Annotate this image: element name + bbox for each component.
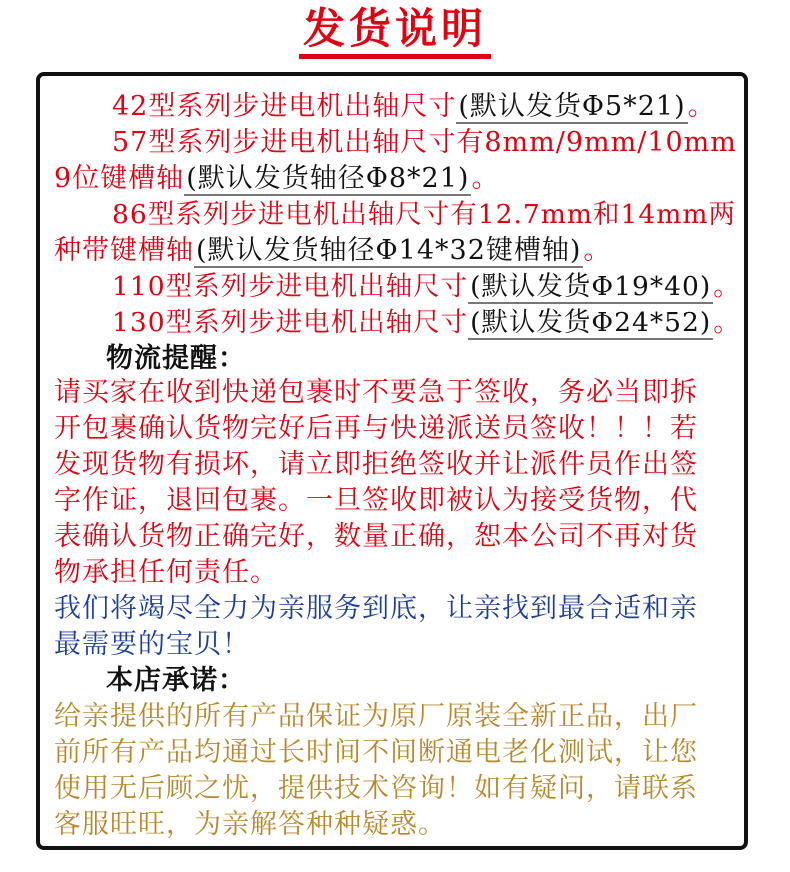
logistics-line: 字作证，退回包裹。一旦签收即被认为接受货物，代: [54, 485, 698, 516]
effort-line: 我们将竭尽全力为亲服务到底，让亲找到最合适和亲: [54, 593, 698, 624]
logistics-heading: 物流提醒：: [106, 343, 246, 374]
spec-lead: 130型系列步进电机出轴尺寸: [112, 307, 469, 338]
spec-lead: 86型系列步进电机出轴尺寸有12.7mm和14mm两: [112, 199, 736, 230]
promise-line: 客服旺旺，为亲解答种种疑惑。: [54, 809, 446, 840]
spec-lead: 110型系列步进电机出轴尺寸: [112, 271, 469, 302]
spec-tail: 。: [471, 163, 500, 194]
spec-default-note: (默认发货Φ19*40): [470, 271, 712, 302]
logistics-line: 物承担任何责任。: [54, 557, 278, 588]
promise-heading: 本店承诺：: [106, 665, 246, 696]
page-title-text: 发货说明: [299, 4, 491, 59]
spec-tail: 。: [687, 91, 716, 122]
logistics-line: 请买家在收到快递包裹时不要急于签收，务必当即拆: [54, 377, 698, 408]
spec-default-note: (默认发货Φ5*21): [458, 91, 686, 122]
spec-default-note: (默认发货轴径Φ8*21): [186, 163, 470, 194]
spec-default-note: (默认发货轴径Φ14*32键槽轴): [196, 235, 582, 266]
spec-tail: 。: [583, 235, 612, 266]
spec-lead: 57型系列步进电机出轴尺寸有8mm/9mm/10mm: [112, 127, 737, 158]
effort-line: 最需要的宝贝！: [54, 629, 250, 660]
logistics-line: 开包裹确认货物完好后再与快递派送员签收！！！若: [54, 413, 698, 444]
logistics-line: 发现货物有损坏，请立即拒绝签收并让派件员作出签: [54, 449, 698, 480]
promise-line: 使用无后顾之忧，提供技术咨询！如有疑问，请联系: [54, 773, 698, 804]
spec-line-86: [112, 198, 736, 232]
spec-lead: 42型系列步进电机出轴尺寸: [112, 91, 457, 122]
spec-line-57-keyway: [54, 162, 499, 196]
spec-line-42: [112, 90, 716, 124]
spec-lead: 种带键槽轴: [54, 235, 194, 266]
spec-tail: 。: [713, 307, 741, 338]
spec-line-110: [112, 270, 741, 304]
promise-line: 给亲提供的所有产品保证为原厂原装全新正品，出厂: [54, 701, 698, 732]
promise-line: 前所有产品均通过长时间不间断通电老化测试，让您: [54, 737, 698, 768]
logistics-line: 表确认货物正确完好，数量正确，恕本公司不再对货: [54, 521, 698, 552]
spec-default-note: (默认发货Φ24*52): [470, 307, 712, 338]
spec-line-86-keyway: [54, 234, 611, 268]
spec-lead: 9位键槽轴: [54, 163, 185, 194]
spec-tail: 。: [713, 271, 741, 302]
spec-line-57: [112, 126, 737, 160]
page-title: [0, 4, 790, 60]
spec-line-130: [112, 306, 741, 340]
